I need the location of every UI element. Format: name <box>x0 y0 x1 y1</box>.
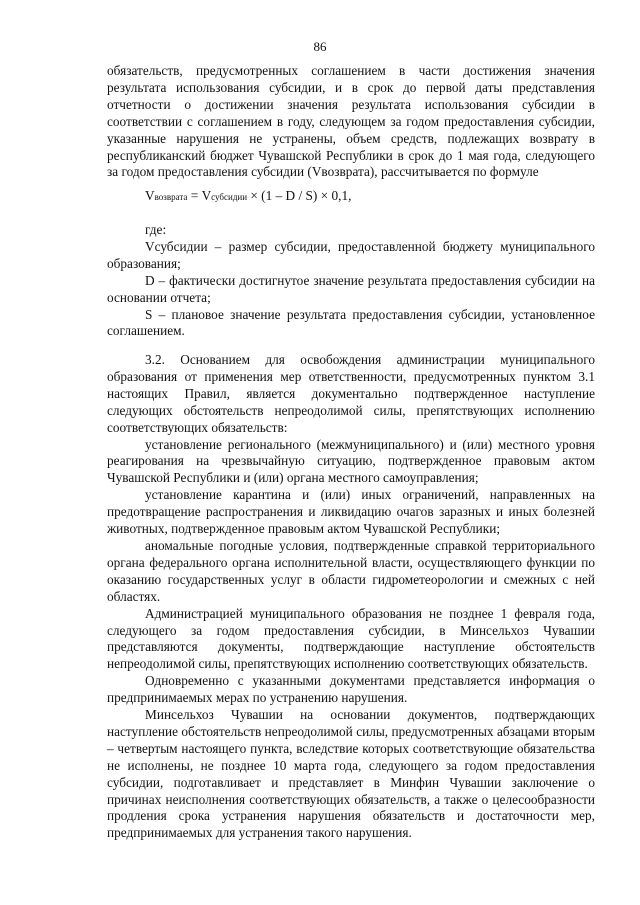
page-number: 86 <box>313 39 327 54</box>
refund-formula <box>145 188 351 204</box>
section-paragraph: Администрацией муниципального образования не позднее 1 февраля года, следующего за годом предоставления субсидии, в Минсельхоз Чувашии представляются документы, подтверждающие наступление обстоятельств непреодолимой силы, препятствующих исполнению соответствующих обязательств. <box>107 605 595 672</box>
section-paragraph: аномальные погодные условия, подтвержденные справкой территориального органа федерального органа исполнительной власти, осуществляющего функции по оказанию государственных услуг в области гидрометеорологии и смежных с ней областях. <box>107 537 595 604</box>
formula-rhs-v: V <box>201 188 212 203</box>
formula-equals: = <box>187 188 202 203</box>
section-paragraph: Минсельхоз Чувашии на основании документов, подтверждающих наступление обстоятельств непреодолимой силы, предусмотренных абзацами вторым – четвертым настоящего пункта, вследствие которых соответствующие обязательства не исполнены, не позднее 10 марта года, следующего за годом предоставления субсидии, подготавливает и представляет в Минфин Чувашии заключение о причинах неисполнения соответствующих обязательств, а также о целесообразности продления срока устранения нарушения обязательств и достаточности мер, предпринимаемых для устранения такого нарушения. <box>107 707 595 841</box>
formula-rhs-sub: субсидии <box>211 192 248 202</box>
section-paragraph: 3.2. Основанием для освобождения администрации муниципального образования от применения мер ответственности, предусмотренных пунктом 3.1 настоящих Правил, является документально подтвержденное наступление следующих обстоятельств непреодолимой силы, препятствующих исполнению соответствующих обязательств: <box>107 352 595 435</box>
section-paragraph: установление регионального (межмуниципального) и (или) местного уровня реагирования на чрезвычайную ситуацию, подтвержденное правовым актом Чувашской Республики и (или) органа местного самоуправления; <box>107 436 595 486</box>
formula-rest: × (1 – D / S) × 0,1, <box>247 188 352 203</box>
section-paragraph: установление карантина и (или) иных ограничений, направленных на предотвращение распространения и ликвидацию очагов заразных и иных болезней животных, подтвержденное правовым актом Чувашской Республики; <box>107 487 595 537</box>
definition-s: S – плановое значение результата предоставления субсидии, установленное соглашением. <box>107 306 595 339</box>
section-3-2 <box>107 352 595 842</box>
formula-lhs-sub: возврата <box>154 192 188 202</box>
intro-paragraph: обязательств, предусмотренных соглашением в части достижения значения результата использования субсидии, и в срок до первой даты представления отчетности о достижении значения результата использования субсидии в соответствии с соглашением в году, следующем за годом предоставления субсидии, указанные нарушения не устранены, объем средств, подлежащих возврату в республиканский бюджет Чувашской Республики в срок до 1 мая года, следующего за годом предоставления субсидии (Vвозврата), рассчитывается по формуле <box>107 63 595 180</box>
formula-lhs-v: V <box>145 188 155 203</box>
definitions-block <box>107 222 595 340</box>
intro-block <box>107 63 595 181</box>
definition-v-subsidy: Vсубсидии – размер субсидии, предоставленной бюджету муниципального образования; <box>107 238 595 271</box>
section-paragraph: Одновременно с указанными документами представляется информация о предпринимаемых мерах по устранению нарушения. <box>107 673 595 706</box>
definition-where: где: <box>145 222 167 237</box>
definition-d: D – фактически достигнутое значение результата предоставления субсидии на основании отчета; <box>107 272 595 305</box>
